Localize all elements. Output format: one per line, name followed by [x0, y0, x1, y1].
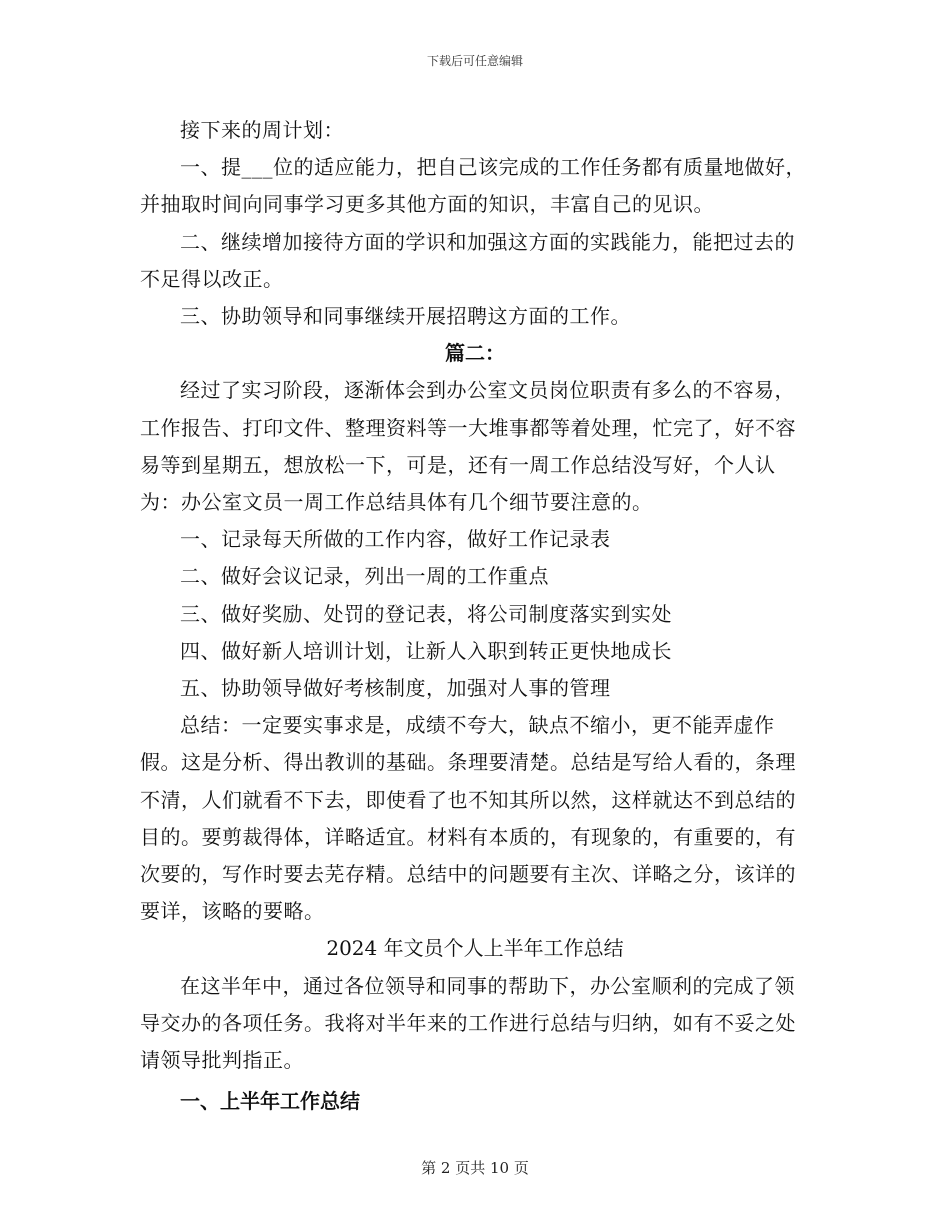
- page-header: 下载后可任意编辑: [426, 54, 523, 68]
- document-body: [140, 112, 810, 1120]
- paragraph-plan-item-3: 三、协助领导和同事继续开展招聘这方面的工作。: [180, 304, 631, 329]
- list-item: 五、协助领导做好考核制度，加强对人事的管理: [180, 676, 611, 701]
- list-item: 三、做好奖励、处罚的登记表，将公司制度落实到实处: [180, 601, 672, 626]
- list-item: 一、记录每天所做的工作内容，做好工作记录表: [180, 527, 611, 552]
- paragraph-plan-item-1: 一、提___位的适应能力，把自己该完成的工作任务都有质量地做好，并抽取时间向同事学习更多其他方面的知识，丰富自己的见识。: [140, 155, 806, 217]
- paragraph-summary: 总结：一定要实事求是，成绩不夸大，缺点不缩小，更不能弄虚作假。这是分析、得出教训的基础。条理要清楚。总结是写给人看的，条理不清，人们就看不下去，即使看了也不知其所以然，这样就达不到总结的目的。要剪裁得体，详略适宜。材料有本质的，有现象的，有重要的，有次要的，写作时要去芜存精。总结中的问题要有主次、详略之分，该详的要详，该略的要略。: [140, 713, 796, 924]
- paragraph-half-year-intro: 在这半年中，通过各位领导和同事的帮助下，办公室顺利的完成了领导交办的各项任务。我将对半年来的工作进行总结与归纳，如有不妥之处请领导批判指正。: [140, 973, 796, 1073]
- page-footer: 第 2 页共 10 页: [421, 1159, 529, 1177]
- list-item: 四、做好新人培训计划，让新人入职到转正更快地成长: [180, 638, 672, 663]
- section-heading-half-year-summary: 一、上半年工作总结: [180, 1089, 360, 1114]
- list-item: 二、做好会议记录，列出一周的工作重点: [180, 564, 549, 589]
- paragraph-intro-part2: 经过了实习阶段，逐渐体会到办公室文员岗位职责有多么的不容易，工作报告、打印文件、整理资料等一大堆事都等着处理，忙完了，好不容易等到星期五，想放松一下，可是，还有一周工作总结没写好，个人认为：办公室文员一周工作总结具体有几个细节要注意的。: [140, 378, 796, 515]
- paragraph-plan-item-2: 二、继续增加接待方面的学识和加强这方面的实践能力，能把过去的不足得以改正。: [140, 229, 795, 291]
- paragraph-weekly-plan-intro: 接下来的周计划：: [180, 118, 344, 142]
- section-heading-part2: 篇二：: [445, 341, 505, 366]
- document-title: 2024 年文员个人上半年工作总结: [326, 936, 624, 961]
